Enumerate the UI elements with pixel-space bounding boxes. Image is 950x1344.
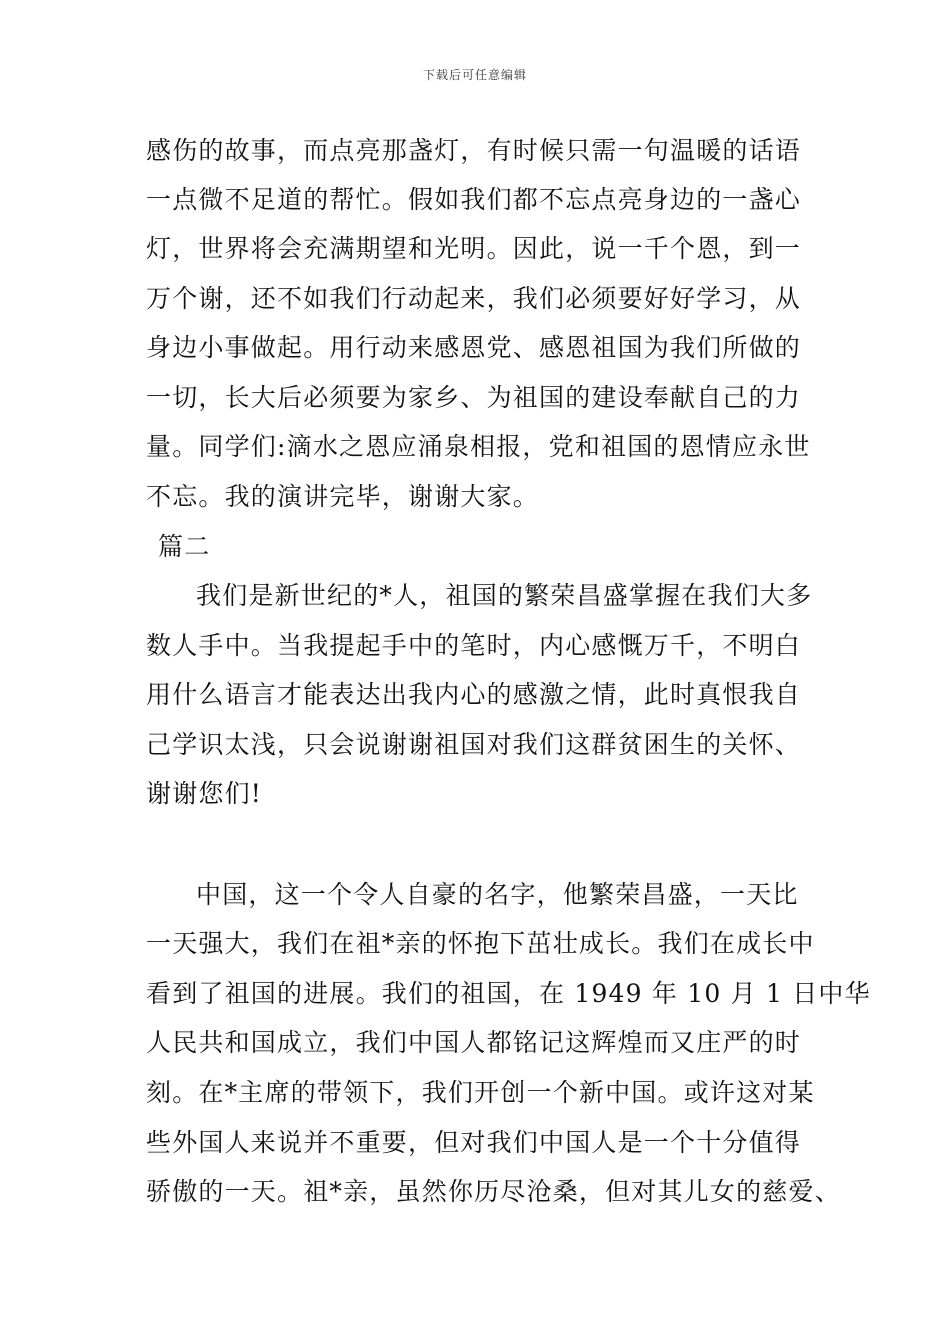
body-line-8: 不忘。我的演讲完毕，谢谢大家。 (146, 482, 540, 511)
body-line-4: 万个谢，还不如我们行动起来，我们必须要好好学习，从 (146, 284, 802, 313)
body-line-3: 灯，世界将会充满期望和光明。因此，说一千个恩，到一 (146, 234, 802, 263)
paragraph-2-line-5: 谢谢您们! (146, 779, 263, 808)
paragraph-3-line-2: 一天强大，我们在祖*亲的怀抱下茁壮成长。我们在成长中 (146, 929, 815, 958)
paragraph-2-line-3: 用什么语言才能表达出我内心的感激之情，此时真恨我自 (146, 680, 802, 709)
paragraph-3-line-7: 骄傲的一天。祖*亲，虽然你历尽沧桑，但对其儿女的慈爱、 (146, 1177, 841, 1206)
paragraph-2-line-4: 己学识太浅，只会说谢谢祖国对我们这群贫困生的关怀、 (146, 730, 802, 759)
paragraph-3-line-6: 些外国人来说并不重要，但对我们中国人是一个十分值得 (146, 1128, 802, 1157)
paragraph-3-line-5: 刻。在*主席的带领下，我们开创一个新中国。或许这对某 (146, 1078, 815, 1107)
section-heading: 篇二 (158, 532, 211, 561)
body-line-2: 一点微不足道的帮忙。假如我们都不忘点亮身边的一盏心 (146, 185, 802, 214)
body-line-1: 感伤的故事，而点亮那盏灯，有时候只需一句温暖的话语 (146, 136, 802, 165)
body-line-6: 一切，长大后必须要为家乡、为祖国的建设奉献自己的力 (146, 383, 802, 412)
page-header: 下载后可任意编辑 (422, 68, 527, 82)
body-line-7: 量。同学们:滴水之恩应涌泉相报，党和祖国的恩情应永世 (146, 432, 811, 461)
paragraph-3-line-3: 看到了祖国的进展。我们的祖国，在 1949 年 10 月 1 日中华 (146, 979, 871, 1008)
paragraph-2-line-1: 我们是新世纪的*人，祖国的繁荣昌盛掌握在我们大多 (196, 581, 813, 610)
body-line-5: 身边小事做起。用行动来感恩党、感恩祖国为我们所做的 (146, 333, 802, 362)
paragraph-2-line-2: 数人手中。当我提起手中的笔时，内心感慨万千，不明白 (146, 631, 802, 660)
paragraph-3-line-1: 中国，这一个令人自豪的名字，他繁荣昌盛，一天比 (196, 880, 799, 909)
paragraph-3-line-4: 人民共和国成立，我们中国人都铭记这辉煌而又庄严的时 (146, 1028, 802, 1057)
